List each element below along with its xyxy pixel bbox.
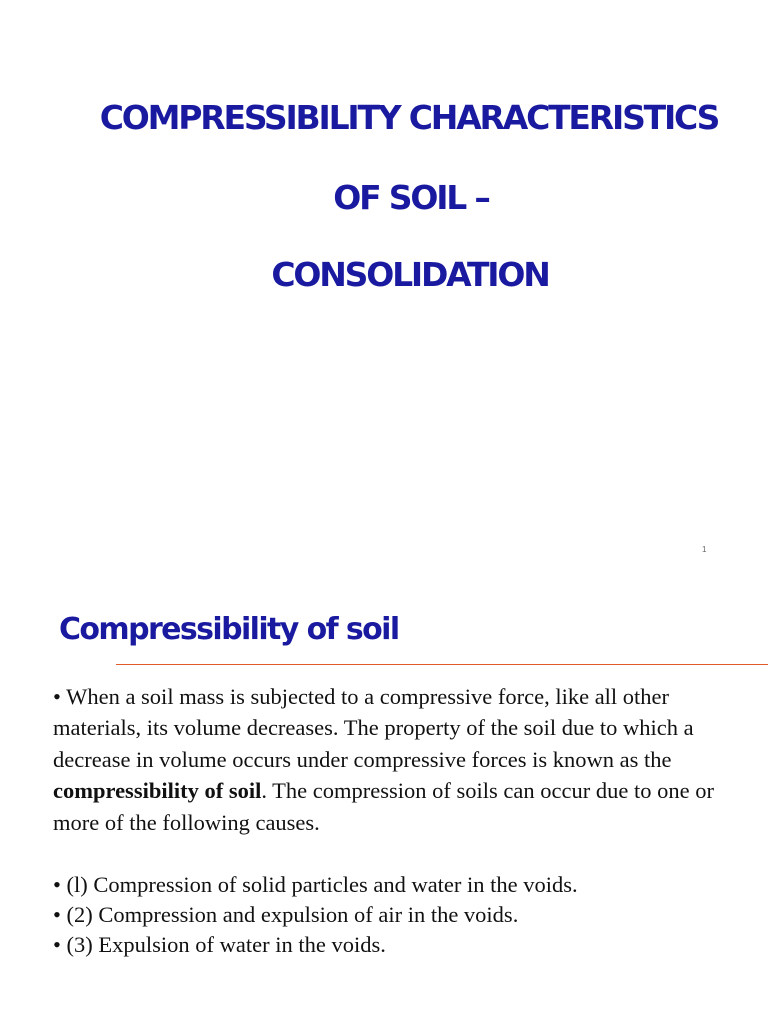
paragraph-text-after: . The compression of soils can occur due to one or more of the following causes. (53, 778, 714, 835)
slide-heading: Compressibility of soil (59, 612, 399, 647)
paragraph-bold-term: compressibility of soil (53, 778, 262, 804)
title-line-3: CONSOLIDATION (271, 255, 549, 294)
list-item: • (l) Compression of solid particles and water in the voids. (53, 872, 578, 897)
title-line-2: OF SOIL – (333, 178, 489, 217)
heading-divider (116, 664, 768, 665)
list-item: • (2) Compression and expulsion of air in the voids. (53, 902, 519, 927)
title-line-1: COMPRESSIBILITY CHARACTERISTICS (99, 98, 719, 137)
page-number: 1 (702, 545, 707, 554)
list-item: • (3) Expulsion of water in the voids. (53, 932, 386, 957)
paragraph-text-before: • When a soil mass is subjected to a compressive force, like all other materials, its volume decreases. The property of the soil due to which a decrease in volume occurs under compressive forces is known as the (53, 684, 694, 772)
causes-list (53, 870, 743, 960)
intro-paragraph (53, 681, 743, 838)
slide-2 (0, 576, 768, 1024)
